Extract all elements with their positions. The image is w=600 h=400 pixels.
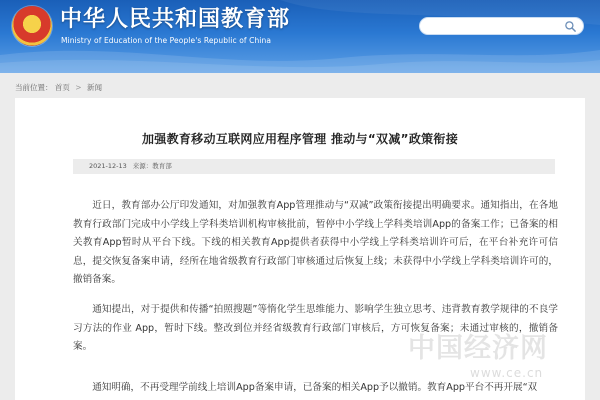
- search-box[interactable]: [419, 17, 584, 35]
- article-paragraph: 通知明确，不再受理学前线上培训App备案申请，已备案的相关App予以撤销。教育App平台不再开展“双: [92, 382, 538, 393]
- article-panel: [15, 98, 585, 400]
- article-source: 来源：教育部: [132, 162, 172, 170]
- national-emblem-icon[interactable]: [12, 6, 52, 46]
- breadcrumb-prefix: 当前位置：: [15, 83, 53, 92]
- article-date: 2021-12-13: [89, 162, 127, 170]
- watermark-url: www.ce.cn: [470, 366, 544, 380]
- article-meta: [89, 159, 172, 174]
- article-title: 加强教育移动互联网应用程序管理 推动与“双减”政策衔接: [141, 132, 459, 146]
- site-title[interactable]: 中华人民共和国教育部: [60, 7, 291, 32]
- article-paragraph: 近日，教育部办公厅印发通知，对加强教育App管理推动与“双减”政策衔接提出明确要求。通知指出，在各地教育行政部门完成中小学线上学科类培训机构审核批前，暂停中小学线上学科类培训App的备案工作；已备案的相关教育App暂时从平台下线。下线的相关教育App提供者获得中小学线上学科类培训许可后，在平台补充许可信息，提交恢复备案申请，经所在地省级教育行政部门审核通过后恢复上线；未获得中小学线上学科类培训许可的，撤销备案。: [73, 200, 558, 286]
- star-icon: ★: [25, 15, 38, 31]
- breadcrumb-item-home[interactable]: 首页: [54, 83, 70, 92]
- breadcrumb-item-news[interactable]: 新闻: [86, 83, 102, 92]
- breadcrumb-separator: >: [75, 83, 82, 92]
- search-icon[interactable]: [564, 20, 577, 33]
- breadcrumb: [15, 82, 102, 94]
- watermark-text: 中国经济网: [408, 333, 548, 364]
- search-input[interactable]: [428, 20, 558, 33]
- site-header: [0, 0, 600, 73]
- site-subtitle: Ministry of Education of the People's Republic of China: [61, 36, 272, 45]
- article-paragraph: 通知提出，对于提供和传播“拍照搜题”等惰化学生思维能力、影响学生独立思考、违背教育教学规律的不良学习方法的作业 App，暂时下线。整改到位并经省级教育行政部门审核后，方可恢复备案；未通过审核的，撤销备案。: [73, 304, 558, 353]
- article-meta-bar: [73, 159, 555, 174]
